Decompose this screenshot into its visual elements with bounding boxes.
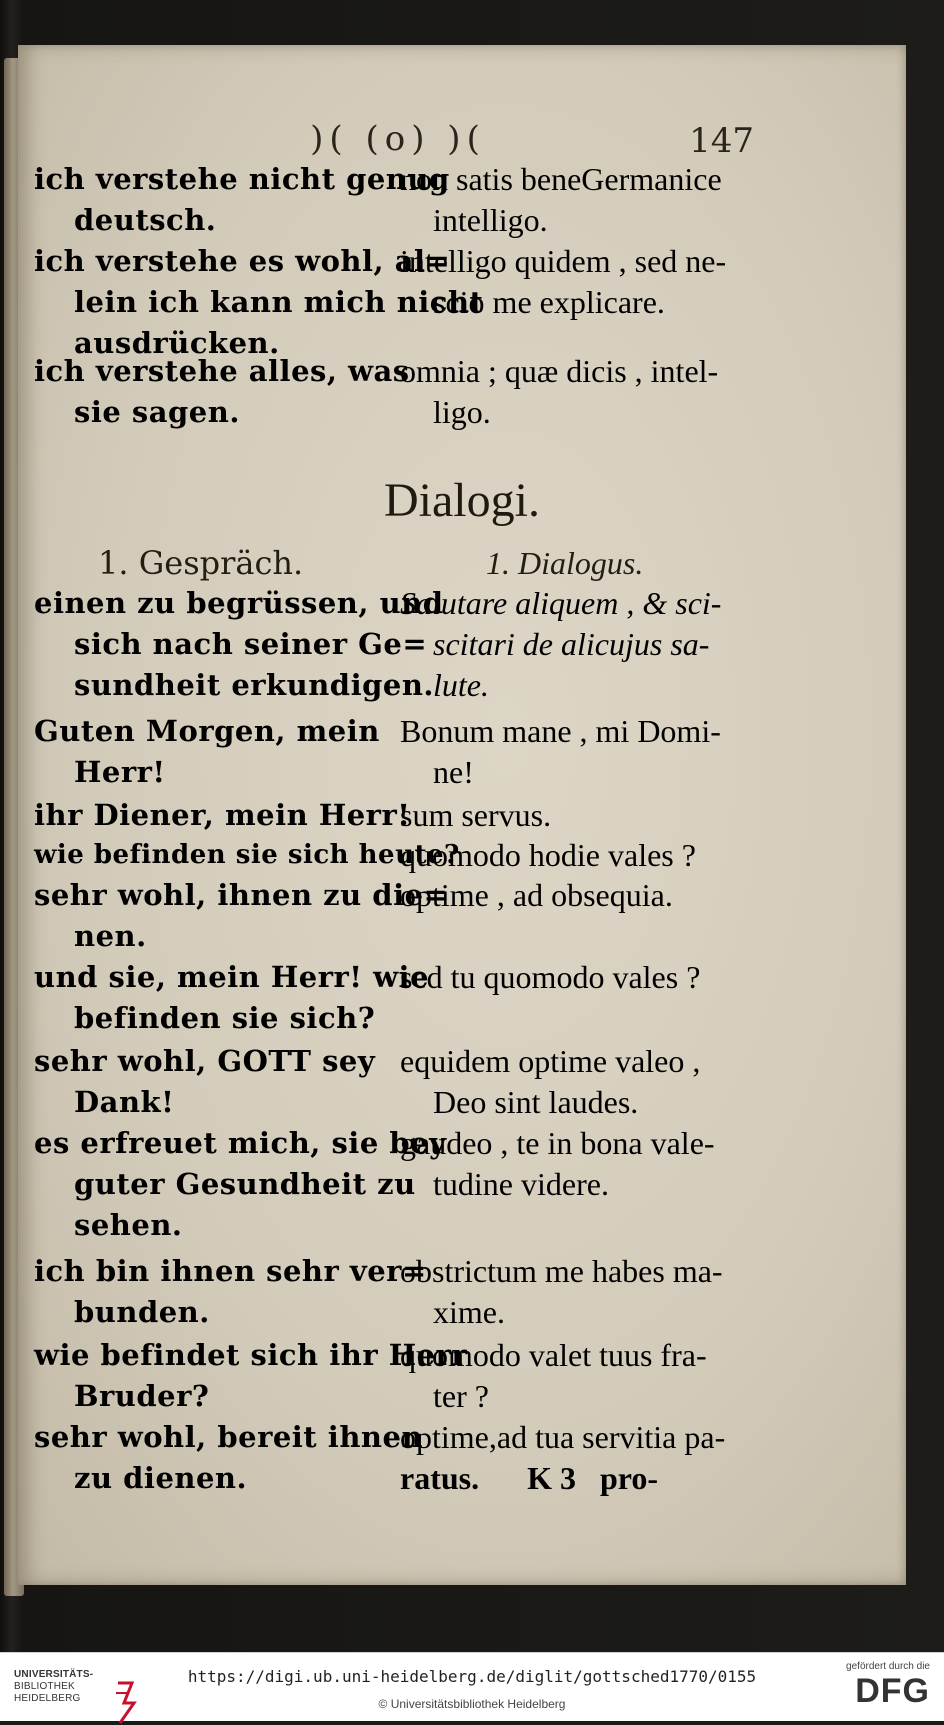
catchword-line: ratus. K 3 pro-	[400, 1460, 659, 1496]
entry-row	[34, 795, 411, 836]
latin-text: Bonum mane , mi Domi-	[400, 713, 721, 749]
german-text: ich verstehe alles, was	[34, 354, 410, 388]
entry-row	[400, 711, 800, 793]
dialogue-heading-latin: 1. Dialogus.	[486, 545, 644, 581]
german-text: sehr wohl, GOTT sey	[34, 1044, 376, 1078]
german-text: lein ich kann mich nicht	[74, 285, 484, 319]
funder-label: gefördert durch die	[846, 1661, 930, 1672]
entry-row	[400, 583, 800, 706]
german-text: ich verstehe es wohl, al=	[34, 244, 451, 278]
german-text: zu dienen.	[74, 1461, 248, 1495]
latin-text: ter ?	[433, 1378, 489, 1414]
library-name-line: BIBLIOTHEK	[14, 1681, 75, 1692]
funder-logo[interactable]	[846, 1661, 930, 1710]
latin-text: equidem optime valeo ,	[400, 1043, 701, 1079]
latin-text: omnia ; quæ dicis , intel-	[400, 353, 719, 389]
entry-row	[34, 835, 460, 876]
latin-text: quomodo valet tuus fra-	[400, 1337, 707, 1373]
entry-row	[34, 241, 484, 364]
german-text: einen zu begrüssen, und	[34, 586, 444, 620]
entry-row	[34, 583, 444, 706]
header-ornament: )( (o) )(	[310, 119, 486, 159]
section-title: Dialogi.	[384, 474, 540, 527]
german-text: Bruder?	[74, 1379, 210, 1413]
dfg-logo-text: DFG	[855, 1672, 930, 1710]
latin-text: sum servus.	[400, 797, 552, 833]
entry-row	[34, 957, 430, 1039]
german-text: guter Gesundheit zu	[74, 1167, 416, 1201]
entry-row	[400, 1041, 800, 1123]
entry-row	[34, 875, 449, 957]
entry-row	[34, 1417, 424, 1499]
german-text: ihr Diener, mein Herr!	[34, 798, 411, 832]
entry-row	[400, 159, 800, 241]
latin-text: optime,ad tua servitia pa-	[400, 1419, 726, 1455]
latin-text: ne!	[433, 754, 474, 790]
latin-text: quomodo hodie vales ?	[400, 837, 696, 873]
german-text: deutsch.	[74, 203, 217, 237]
entry-row	[34, 1123, 447, 1246]
entry-row	[400, 241, 800, 323]
library-name-line: UNIVERSITÄTS-	[14, 1669, 94, 1680]
entry-row	[400, 1335, 800, 1417]
german-text: es erfreuet mich, sie bey	[34, 1126, 447, 1160]
german-text: ausdrücken.	[74, 326, 280, 360]
german-text: Guten Morgen, mein	[34, 714, 380, 748]
entry-row	[400, 835, 800, 876]
entry-row	[400, 1417, 800, 1499]
latin-text: xime.	[433, 1294, 505, 1330]
german-text: ich verstehe nicht genug	[34, 162, 450, 196]
entry-row	[400, 957, 800, 998]
entry-row	[400, 875, 800, 916]
entry-row	[400, 351, 800, 433]
permalink-url[interactable]: https://digi.ub.uni-heidelberg.de/diglit/gottsched1770/0155	[187, 1667, 757, 1686]
german-text: nen.	[74, 919, 147, 953]
library-name-line: HEIDELBERG	[14, 1693, 81, 1704]
latin-text: ligo.	[433, 394, 491, 430]
german-text: ich bin ihnen sehr ver=	[34, 1254, 427, 1288]
latin-text: optime , ad obsequia.	[400, 877, 673, 913]
german-text: wie befinden sie sich heute?	[34, 840, 460, 870]
latin-text: Deo sint laudes.	[433, 1084, 639, 1120]
entry-row	[34, 1041, 380, 1123]
german-text: wie befindet sich ihr Herr	[34, 1338, 468, 1372]
german-text: sehen.	[74, 1208, 183, 1242]
book-page	[18, 45, 906, 1585]
latin-text: intelligo quidem , sed ne-	[400, 243, 727, 279]
german-text: sundheit erkundigen.	[74, 668, 435, 702]
german-text: bunden.	[74, 1295, 210, 1329]
entry-row	[34, 1251, 427, 1333]
entry-row	[400, 795, 800, 836]
german-text: sie sagen.	[74, 395, 240, 429]
latin-text: Salutare aliquem , & sci-	[400, 585, 722, 621]
german-text: sich nach seiner Ge=	[74, 627, 428, 661]
german-text: Herr!	[74, 755, 166, 789]
german-text: sehr wohl, ihnen zu die=	[34, 878, 449, 912]
german-text: befinden sie sich?	[74, 1001, 376, 1035]
page-number: 147	[689, 121, 754, 161]
latin-text: scio me explicare.	[433, 284, 665, 320]
entry-row	[34, 711, 380, 793]
latin-text: tudine videre.	[433, 1166, 609, 1202]
german-text: und sie, mein Herr! wie	[34, 960, 430, 994]
entry-row	[400, 1123, 800, 1205]
entry-row	[34, 159, 450, 241]
entry-row	[400, 1251, 800, 1333]
viewer-footer	[0, 1652, 944, 1721]
latin-text: intelligo.	[433, 202, 548, 238]
dialogue-heading-german: 1. Gespräch.	[98, 544, 304, 582]
german-text: Dank!	[74, 1085, 175, 1119]
german-text: sehr wohl, bereit ihnen	[34, 1420, 424, 1454]
latin-text: scitari de alicujus sa-	[433, 626, 710, 662]
copyright-notice: © Universitätsbibliothek Heidelberg	[378, 1697, 566, 1711]
latin-text: non satis beneGermanice	[400, 161, 722, 197]
latin-text: sed tu quomodo vales ?	[400, 959, 701, 995]
latin-text: obstrictum me habes ma-	[400, 1253, 723, 1289]
latin-text: lute.	[433, 667, 489, 703]
entry-row	[34, 351, 410, 433]
latin-text: gaudeo , te in bona vale-	[400, 1125, 715, 1161]
